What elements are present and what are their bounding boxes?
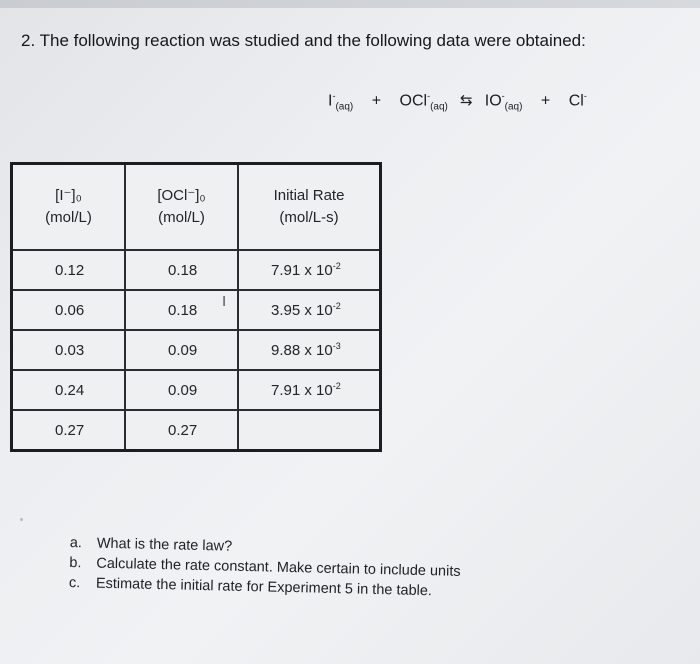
sub-question-text: What is the rate law? [96,535,233,555]
paper-speck [20,518,23,521]
product-chloride-charge: - [583,91,587,101]
cell-iodide: 0.27 [12,410,126,451]
cell-rate: 3.95 x $10^{-2}$ [238,290,381,330]
table-row [12,410,381,451]
cell-iodide: 0.12 [12,250,126,290]
reactant-hypochlorite: OCl [399,92,428,110]
cell-rate: 7.91 x $10^{-2}$ [238,250,381,290]
table-row [12,290,381,330]
kinetics-data-table [10,162,382,452]
sub-question-text: Calculate the rate constant. Make certain to include units [96,555,461,580]
plus-sign: + [540,92,551,110]
table-row [12,370,381,410]
cell-iodide: 0.03 [12,330,126,370]
product-hypoiodite-state: (aq) [504,101,523,113]
product-chloride: Cl [568,92,584,110]
reaction-equation [328,91,587,113]
question-number: 2. [21,31,36,50]
header-iodide-concentration: [I⁻]₀ (mol/L) [12,164,126,251]
cell-rate: 9.88 x $10^{-3}$ [238,330,381,370]
plus-sign: + [371,92,382,110]
equilibrium-arrow-icon: ⇆ [460,92,473,110]
cell-hypochlorite: 0.18 [125,250,238,290]
reactant-iodide-charge: - [332,91,336,101]
table-row [12,250,381,290]
reactant-hypochlorite-charge: - [427,91,431,101]
sub-question-label: b. [69,554,82,572]
cell-rate-empty[interactable] [238,410,381,451]
cell-hypochlorite: 0.09 [125,330,238,370]
cell-rate: 7.91 x $10^{-2}$ [238,370,381,410]
cell-iodide: 0.06 [12,290,126,330]
sub-question-text: Estimate the initial rate for Experiment 5 in the table. [95,575,433,600]
cell-iodide: 0.24 [12,370,126,410]
question-text: The following reaction was studied and the following data were obtained: [39,31,586,50]
table-row [12,330,381,370]
cell-hypochlorite: 0.18 [125,290,238,330]
reactant-iodide: I [328,92,333,110]
question-heading [21,31,586,51]
sub-questions-list [69,535,462,604]
text-cursor-icon: I [222,293,227,310]
sub-question-label: c. [68,574,81,592]
cell-hypochlorite: 0.27 [125,410,238,451]
reactant-iodide-state: (aq) [335,101,354,113]
table-header-row [12,164,381,251]
cell-hypochlorite: 0.09 [125,370,238,410]
header-initial-rate: Initial Rate (mol/L-s) [238,164,381,251]
product-hypoiodite-charge: - [501,91,505,101]
sub-question-label: a. [69,535,83,552]
product-hypoiodite: IO [484,92,502,110]
header-hypochlorite-concentration: [OCl⁻]₀ (mol/L) [125,164,238,251]
top-edge-strip [0,0,700,8]
reactant-hypochlorite-state: (aq) [430,101,448,113]
